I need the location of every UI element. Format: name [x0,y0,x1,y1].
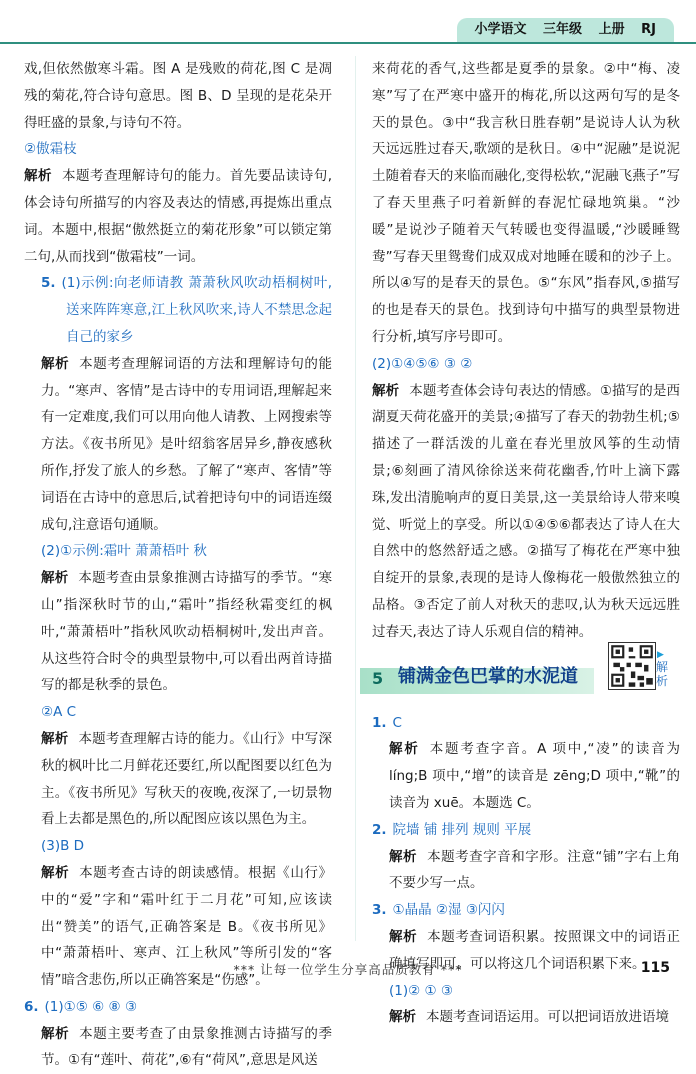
answer-text: C [392,714,402,731]
explanation-text: 本题考查体会诗句表达的情感。①描写的是西湖夏天荷花盛开的美景;④描写了春天的勃勃生机;⑤描述了一群活泼的儿童在春光里放风筝的生动情景;⑥刻画了清风徐徐送来荷花幽香,竹叶上滴下露珠,发出清脆响声的夏日美景,这一美景给诗人带来嗅觉、听觉上的享受。所以①④⑤⑥都表达了诗人在大自然中的悠然舒适之感。②描写了梅花在严寒中独自绽开的景象,表现的是诗人像梅花一般傲然独立的品格。③否定了前人对秋天的悲叹,认为秋天远远胜过春天,表达了诗人乐观自信的精神。 [372,382,680,640]
explanation [24,565,332,699]
explanation-tag: 解析 [372,382,400,399]
explanation-tag: 解析 [41,570,69,587]
explanation-text: 本题主要考查了由景象推测古诗描写的季节。①有“莲叶、荷花”,⑥有“荷风”,意思是风送 [41,1025,333,1069]
explanation [372,736,680,816]
explanation [24,1021,332,1074]
explanation-text: 本题考查词语运用。可以把词语放进语境 [426,1009,669,1026]
header-tab [457,18,675,42]
section-title: 铺满金色巴掌的水泥道 [398,665,578,687]
answer: (3)B D [41,838,85,855]
header-subject: 小学语文 [474,22,527,37]
question-1-answer [372,710,680,737]
qr-code[interactable] [608,642,656,690]
question-5-answer-1 [24,270,332,350]
explanation-text: 本题考查由景象推测古诗描写的季节。“寒山”指深秋时节的山,“霜叶”指经秋霜变红的枫叶,“萧萧梧叶”指秋风吹动梧桐树叶,发出声音。从这些符合时令的典型景物中,可以看出两首诗描写的都是秋季的景色。 [41,570,332,694]
left-column [24,56,332,1074]
answer-text: (1)①⑤ ⑥ ⑧ ③ [44,998,138,1015]
header-edition: RJ [641,22,656,37]
explanation-text: 本题考查理解词语的方法和理解诗句的能力。“寒声、客情”是古诗中的专用词语,理解起来有一定难度,我们可以用向他人请教、上网搜索等方法。《夜书所见》是叶绍翁客居异乡,静夜感秋所作,抒发了旅人的乡愁。了解了“寒声、客情”等词语在古诗中的意思后,试着把诗句中的词语连缀成句,注意语句通顺。 [41,355,333,533]
explanation-tag: 解析 [24,168,52,185]
answer-text: ①晶晶 ②湿 ③闪闪 [392,902,505,919]
play-icon: ▶ [657,649,664,660]
explanation [24,726,332,833]
explanation-text: 本题考查词语积累。按照课文中的词语正确填写即可。可以将这几个词语积累下来。 [389,928,681,972]
header-grade: 三年级 [543,22,583,37]
left-intro: 戏,但依然傲寒斗霜。图 A 是残败的荷花,图 C 是凋残的菊花,符合诗句意思。图 B、D 呈现的是花朵开得旺盛的景象,与诗句不符。 [24,61,332,131]
footer-slogan: *** 让每一位学生分享高品质教育 *** [233,962,463,977]
explanation-tag: 解析 [41,1025,70,1042]
explanation-tag: 解析 [41,355,70,372]
question-2-answer [372,817,680,844]
question-number: 6. [24,998,39,1015]
section-heading [372,649,680,694]
question-number: 2. [372,821,387,838]
question-6-answer-1 [24,994,332,1021]
header-term: 上册 [598,22,625,37]
question-number: 3. [372,902,387,919]
qr-code-icon [609,643,655,689]
explanation-text: 本题考查古诗的朗读感情。根据《山行》中的“爱”字和“霜叶红于二月花”可知,应该读出“赞美”的语气,正确答案是 B。《夜书所见》中“萧萧梧叶、寒声、江上秋风”等所引发的“客情”暗含悲伤,所以正确答案是“伤感”。 [41,864,333,989]
explanation [24,351,332,539]
explanation-tag: 解析 [41,864,70,881]
explanation-tag: 解析 [41,730,69,747]
answer: ②A C [41,704,77,721]
explanation-text: 本题考查理解古诗的能力。《山行》中写深秋的枫叶比二月鲜花还要红,所以配图要以红色为主。《夜书所见》写秋天的夜晚,夜深了,一切景物看上去都是黑色的,所以配图应该以黑色为主。 [41,730,333,828]
answer-text: 院墙 铺 排列 规则 平展 [392,821,532,838]
right-column [372,56,680,1031]
page-number: 115 [640,960,670,976]
explanation-tag: 解析 [389,1009,416,1026]
explanation-tag: 解析 [389,741,420,758]
question-number: 1. [372,714,387,731]
explanation [372,844,680,898]
answer: ②傲霜枝 [24,141,77,158]
header-rule [0,42,696,44]
explanation [372,1004,680,1031]
answer: (1)② ① ③ [389,982,454,999]
answer: (2)①示例:霜叶 萧萧梧叶 秋 [41,543,207,560]
column-divider [355,56,356,941]
answer: (2)①④⑤⑥ ③ ② [372,355,473,372]
right-continuation: 来荷花的香气,这些都是夏季的景象。②中“梅、凌寒”写了在严寒中盛开的梅花,所以这两句写的是冬天的景色。③中“我言秋日胜春朝”是说诗人认为秋天远远胜过春天,歌颂的是秋日。④中“泥融”是说泥土随着春天的来临而融化,变得松软,“泥融飞燕子”写了春天里燕子叼着新鲜的春泥忙碌地筑巢。“沙暖”是说沙子随着天气转暖也变得温暖,“沙暖睡鸳鸯”写春天里鸳鸯们成双成对地睡在暖和的沙子上。所以④写的是春天的景色。⑤“东风”指春风,⑤描写的也是春天的景色。找到诗句中描写的典型景物进行分析,填写序号即可。 [372,61,680,345]
explanation [24,163,332,270]
explanation-text: 本题考查字音。A 项中,“凌”的读音为 líng;B 项中,“增”的读音是 zēng;D 项中,“靴”的读音为 xuē。本题选 C。 [389,741,680,811]
question-3-answer [372,897,680,924]
section-number: 5 [372,668,384,688]
question-number: 5. [41,275,56,292]
explanation [372,378,680,646]
explanation-text: 本题考查字音和字形。注意“铺”字右上角不要少写一点。 [389,848,680,892]
explanation-text: 本题考查理解诗句的能力。首先要品读诗句,体会诗句所描写的内容及表达的情感,再提炼出重点词。本题中,根据“傲然挺立的菊花形象”可以锁定第二句,从而找到“傲霜枝”一词。 [24,168,333,265]
qr-label: 解析 [656,659,669,688]
explanation-tag: 解析 [389,928,418,945]
explanation-tag: 解析 [389,848,418,865]
answer-text: (1)示例:向老师请教 萧萧秋风吹动梧桐树叶,送来阵阵寒意,江上秋风吹来,诗人不禁思念起自己的家乡 [61,275,332,345]
